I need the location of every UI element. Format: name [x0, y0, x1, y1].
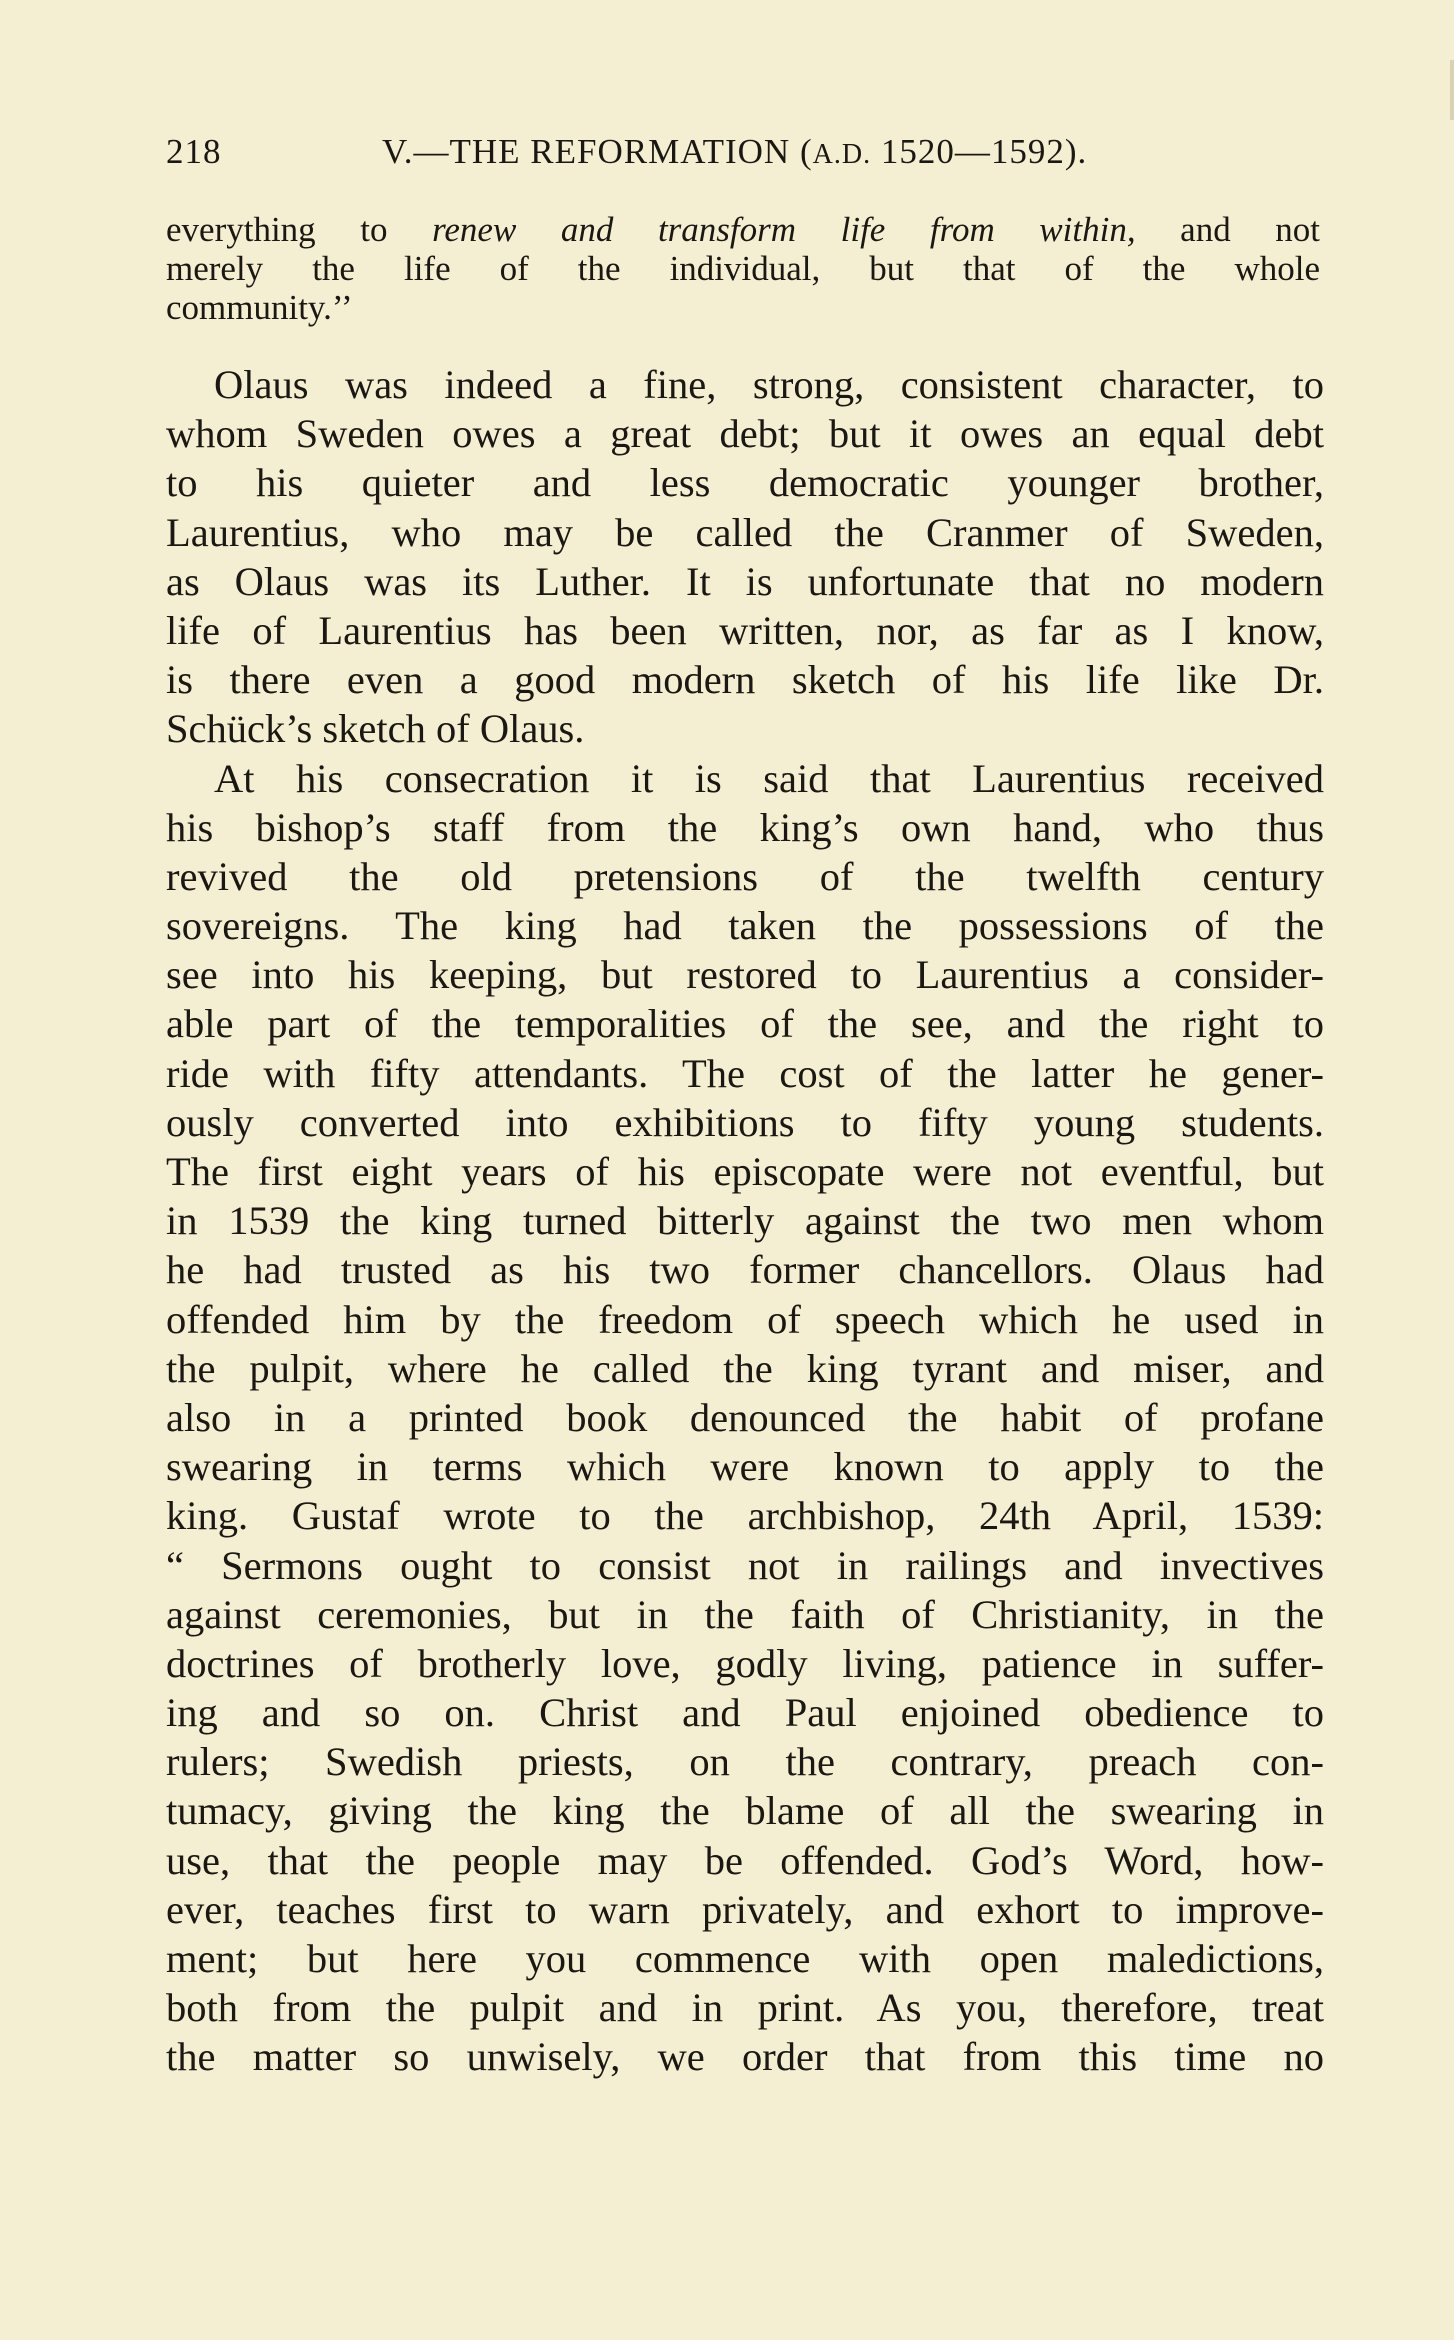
running-title-prefix: V.—THE REFORMATION (: [382, 132, 813, 171]
quote-italic-text: renew and transform life from within,: [432, 210, 1136, 249]
paragraph-line: is there even a good modern sketch of his life like Dr.: [166, 657, 1324, 703]
paragraph-line: see into his keeping, but restored to Laurentius a consider-: [166, 952, 1324, 998]
paragraph-line: sovereigns. The king had taken the possessions of the: [166, 903, 1324, 949]
quote-line: [166, 210, 1320, 249]
paragraph-line: ously converted into exhibitions to fifty young students.: [166, 1099, 1324, 1145]
paragraph-line: revived the old pretensions of the twelfth century: [166, 853, 1324, 899]
paragraph-line: Laurentius, who may be called the Cranmer of Sweden,: [166, 509, 1324, 555]
paragraph-line: rulers; Swedish priests, on the contrary, preach con-: [166, 1739, 1324, 1785]
running-title-years: 1520—1592).: [871, 132, 1088, 171]
quote-text: community.’’: [166, 288, 353, 327]
paragraph-line: life of Laurentius has been written, nor, as far as I know,: [166, 607, 1324, 653]
paragraph-line: use, that the people may be offended. God’s Word, how-: [166, 1837, 1324, 1883]
paragraph-line: his bishop’s staff from the king’s own hand, who thus: [166, 804, 1324, 850]
paragraph-line: “ Sermons ought to consist not in railings and invectives: [166, 1542, 1324, 1588]
running-head: [166, 132, 1324, 182]
paragraph-line: king. Gustaf wrote to the archbishop, 24th April, 1539:: [166, 1493, 1324, 1539]
paragraph-line: The first eight years of his episcopate were not eventful, but: [166, 1149, 1324, 1194]
paragraph-line: as Olaus was its Luther. It is unfortunate that no modern: [166, 558, 1324, 604]
paragraph-line: Olaus was indeed a fine, strong, consistent character, to: [214, 362, 1324, 407]
paragraph-line: offended him by the freedom of speech which he used in: [166, 1296, 1324, 1342]
body-text: [166, 360, 1324, 2082]
quote-line: [166, 249, 1320, 288]
paragraph-line: swearing in terms which were known to apply to the: [166, 1444, 1324, 1490]
paragraph-line: the matter so unwisely, we order that from this time no: [166, 2034, 1324, 2080]
paragraph-line: to his quieter and less democratic younger brother,: [166, 460, 1324, 506]
paragraph-line: in 1539 the king turned bitterly against the two men whom: [166, 1198, 1324, 1244]
quote-text: everything to: [166, 210, 433, 249]
paragraph-line: also in a printed book denounced the habit of profane: [166, 1394, 1324, 1440]
running-title: [382, 132, 1087, 172]
paragraph-line: the pulpit, where he called the king tyrant and miser, and: [166, 1345, 1324, 1391]
paragraph-line: ride with fifty attendants. The cost of the latter he gener-: [166, 1050, 1324, 1096]
quote-text: and not: [1135, 210, 1320, 249]
paragraph-line: he had trusted as his two former chancellors. Olaus had: [166, 1247, 1324, 1293]
paragraph-line: doctrines of brotherly love, godly living, patience in suffer-: [166, 1640, 1324, 1686]
quote-text: merely the life of the individual, but that of the whole: [166, 249, 1320, 288]
paragraph-line: ever, teaches first to warn privately, and exhort to improve-: [166, 1886, 1324, 1932]
paragraph-line: whom Sweden owes a great debt; but it owes an equal debt: [166, 411, 1324, 457]
paragraph-line: both from the pulpit and in print. As you, therefore, treat: [166, 1985, 1324, 2031]
paragraph-line: ment; but here you commence with open maledictions,: [166, 1936, 1324, 1981]
paragraph-line: tumacy, giving the king the blame of all the swearing in: [166, 1788, 1324, 1834]
quote-continuation: [166, 210, 1320, 327]
quote-line: [166, 288, 1320, 327]
paragraph-line: At his consecration it is said that Laurentius received: [214, 755, 1324, 801]
page-edge-mark: [1450, 60, 1454, 120]
page-number: 218: [166, 132, 222, 171]
running-title-era: A.D.: [812, 139, 872, 170]
paragraph-line: able part of the temporalities of the see, and the right to: [166, 1001, 1324, 1047]
paragraph-line: ing and so on. Christ and Paul enjoined obedience to: [166, 1690, 1324, 1736]
paragraph-line: Schück’s sketch of Olaus.: [166, 706, 585, 752]
paragraph-line: against ceremonies, but in the faith of Christianity, in the: [166, 1591, 1324, 1637]
